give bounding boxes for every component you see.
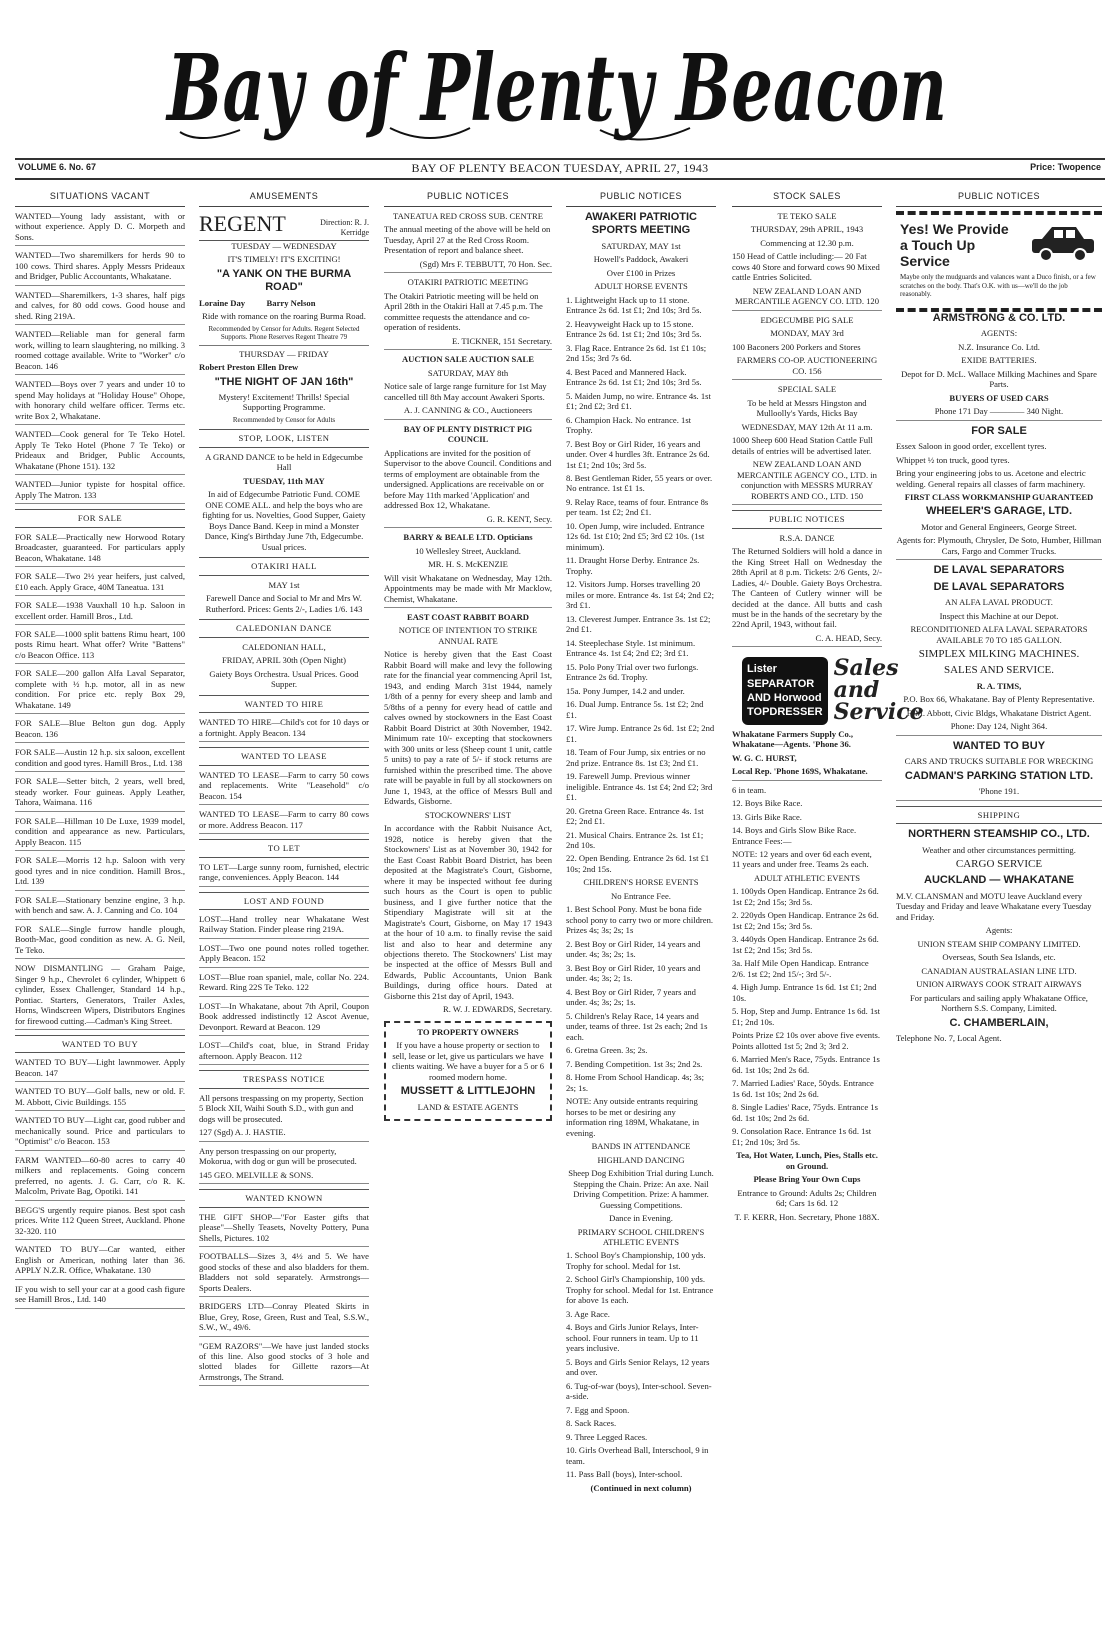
- sports-venue: Howell's Paddock, Awakeri: [593, 254, 689, 265]
- continued-note: (Continued in next column): [590, 1482, 692, 1493]
- event-item: 6. Married Men's Race, 75yds. Entrance 1s 6d. 1st 10s; 2nd 2s 6d.: [732, 1054, 880, 1075]
- event-item: 7. Married Ladies' Race, 50yds. Entrance 1s 6d. 1st 10s; 2nd 2s 6d.: [732, 1078, 874, 1099]
- column-public-notices-1: [384, 188, 552, 1624]
- classified-ad: FOOTBALLS—Sizes 3, 4½ and 5. We have good stocks of these and also bladders for them. Bladders not sold separately. Armstrongs—Sports Dealers.: [199, 1251, 369, 1297]
- caledonian-date: FRIDAY, APRIL 30th (Open Night): [221, 655, 347, 666]
- section-heading: SITUATIONS VACANT: [15, 188, 185, 207]
- special-sale-stock: 1000 Sheep 600 Head Station Cattle Full details of entries will be advertised later.: [732, 435, 873, 456]
- route: AUCKLAND — WHAKATANE: [924, 874, 1074, 887]
- film-title-2: "THE NIGHT OF JAN 16th": [214, 375, 354, 388]
- event-item: 6. Champion Hack. No entrance. 1st Trophy.: [566, 414, 692, 436]
- property-owners-ad: [384, 1021, 552, 1121]
- event-item: 22. Open Bending. Entrance 2s 6d. 1st £1 10s; 2nd 15s.: [566, 853, 710, 874]
- event-item: 3. Best Boy or Girl Rider, 10 years and under. 4s; 3s; 2; 1s.: [566, 962, 701, 984]
- wtb-heading: WANTED TO BUY: [952, 739, 1046, 752]
- entrance-note: NOTE: 12 years and over 6d each event, 11 years and under free. Teams 2s each.: [732, 848, 872, 870]
- agents-label: Agents:: [985, 925, 1013, 936]
- dance-heading: A GRAND DANCE to be held in Edgecumbe Hall: [205, 451, 363, 473]
- section-heading: PUBLIC NOTICES: [896, 188, 1102, 207]
- cadman-phone: 'Phone 191.: [896, 786, 1102, 800]
- edgecumbe-pig-title: EDGECUMBE PIG SALE: [760, 314, 854, 325]
- event-item: 11. Draught Horse Derby. Entrance 2s. Trophy.: [566, 555, 700, 576]
- event-item: 3a. Half Mile Open Handicap. Entrance 2/6. 1st £2; 2nd 15/-; 3rd 5/-.: [732, 958, 869, 979]
- section-heading: AMUSEMENTS: [199, 188, 369, 207]
- wheeler-motor: Motor and General Engineers, George Street.: [921, 521, 1077, 532]
- classified-ad: FOR SALE—Two 2½ year heifers, just calved, £10 each. Apply Grace, 40M Taneatua. 131: [15, 571, 185, 596]
- engineering: Bring your engineering jobs to us. Acetone and electric welding. General repairs all classes of farm machinery.: [896, 468, 1086, 489]
- continued-events: [732, 785, 882, 846]
- regent-days-2: THURSDAY — FRIDAY: [199, 345, 369, 359]
- classified-ad: IF you wish to sell your car at a good cash figure see Hamill Bros., Ltd. 140: [15, 1284, 185, 1309]
- film-cast-2: Robert Preston Ellen Drew: [199, 362, 299, 373]
- film-desc-1: Ride with romance on the roaring Burma Road.: [202, 311, 366, 322]
- event-item: 16. Dual Jump. Entrance 5s. 1st £2; 2nd £1.: [566, 699, 704, 720]
- event-item: 3. Flag Race. Entrance 2s 6d. 1st £1 10s; 2nd 15s; 3rd 7s 6d.: [566, 342, 707, 364]
- wheeler-garage: WHEELER'S GARAGE, LTD.: [925, 505, 1073, 518]
- patriotic-body: The Otakiri Patriotic meeting will be held on April 28th in the Otakiri Hall at 7.45 p.m. The committee requests the attendance and co-operation of residents.: [384, 290, 543, 333]
- event-item: 8. Best Gentleman Rider, 55 years or over. No entrance. 1st £1 1s.: [566, 472, 713, 494]
- children-horse-heading: CHILDREN'S HORSE EVENTS: [583, 877, 699, 888]
- property-firm: MUSSETT & LITTLEJOHN: [400, 1085, 536, 1098]
- event-item: 21. Musical Chairs. Entrance 2s. 1st £1; 2nd 10s.: [566, 829, 704, 850]
- otakiri-date: MAY 1st: [268, 579, 300, 590]
- classified-ad: FOR SALE—Stationary benzine engine, 3 h.p. with bench and saw. A. J. Canning and Co. 104: [15, 895, 185, 920]
- teteko-time: Commencing at 12.30 p.m.: [760, 237, 854, 248]
- hurst-name: W. G. C. HURST,: [732, 752, 797, 763]
- auction-title: AUCTION SALE AUCTION SALE: [401, 354, 535, 365]
- section-heading: SHIPPING: [896, 806, 1102, 824]
- classified-ad: WANTED TO BUY—Light car, good rubber and mechanically sound. Price and particulars to "Optimist" c/o Beacon. 153: [15, 1115, 185, 1150]
- section-heading: TRESPASS NOTICE: [199, 1070, 369, 1088]
- lease-ad-2: WANTED TO LEASE—Farm to carry 80 cows or more. Address Beacon. 117: [199, 809, 369, 834]
- patriotic-sig: E. TICKNER, 151 Secretary.: [384, 336, 552, 350]
- chamberlain: C. CHAMBERLAIN,: [949, 1016, 1049, 1029]
- classified-ad: LOST—In Whakatane, about 7th April, Coupon Book addressed indistinctly 12 Ascot Avenue, Devonport. Reward at Beacon. 129: [199, 1001, 369, 1036]
- cadman-parking: CADMAN'S PARKING STATION LTD.: [904, 769, 1094, 782]
- edgecumbe-body: 100 Baconers 200 Porkers and Stores: [732, 341, 861, 352]
- nzloan-2: NEW ZEALAND LOAN AND MERCANTILE AGENCY CO., LTD. in conjunction with MESSRS MURRAY ROBERTS AND CO., LTD. 150: [732, 459, 882, 505]
- touchup-body: Maybe only the mudguards and valances want a Duco finish, or a few scratches on the body. That's O.K. with us—we'll do the job reasonably.: [900, 273, 1096, 299]
- hire-ad: WANTED TO HIRE—Child's cot for 10 days or a fortnight. Apply Beacon. 134: [199, 717, 369, 742]
- event-item: 10. Girls Overhead Ball, Interschool, 9 in team.: [566, 1445, 709, 1466]
- classified-ad: WANTED—Junior typiste for hospital office. Apply The Matron. 133: [15, 479, 185, 504]
- event-item: 5. Boys and Girls Senior Relays, 12 years and over.: [566, 1356, 710, 1378]
- classified-ad: FOR SALE—Practically new Horwood Rotary Broadcaster, guaranteed. For particulars apply Beacon, Whakatane. 148: [15, 532, 185, 567]
- film-censor-1: Recommended by Censor for Adults. Regent Selected Supports. Phone Reserves Regent Theatre 79: [208, 324, 360, 342]
- section-heading: TO LET: [199, 839, 369, 857]
- section-heading: OTAKIRI HALL: [199, 557, 369, 575]
- property-firm-sub: LAND & ESTATE AGENTS: [417, 1101, 519, 1112]
- property-body: If you have a house property or section to sell, lease or let, give us particulars we have clients waiting. We have a buyer for a 5 or 6 roomed modern home.: [391, 1040, 545, 1082]
- classified-ad: BEGG'S urgently require pianos. Best spot cash prices. Write 112 Queen Street, Auckland. Phone 32-320. 110: [15, 1205, 185, 1240]
- used-cars: BUYERS OF USED CARS: [949, 392, 1049, 403]
- sales-and-service: SALES AND SERVICE.: [943, 664, 1055, 677]
- event-item: 14. Boys and Girls Slow Bike Race. Entrance Fees:—: [732, 825, 857, 846]
- mv-sailings: M.V. CLANSMAN and MOTU leave Auckland every Tuesday and Friday and leave Whakatane every Tuesday and Friday.: [896, 890, 1092, 922]
- event-item: Points Prize £2 10s over above five events. Points allotted 1st 5; 2nd 3; 3rd 2.: [732, 1030, 880, 1051]
- regent-theatre-name: REGENT: [199, 210, 286, 236]
- sports-note: NOTE: Any outside entrants requiring horses to be met or desiring any information ring 189M, Whakatane, in evening.: [566, 1096, 700, 1138]
- ads-for-sale: [15, 532, 185, 1030]
- exide: EXIDE BATTERIES.: [961, 355, 1037, 366]
- event-item: 11. Pass Ball (boys), Inter-school.: [566, 1469, 683, 1480]
- armstrong-name: ARMSTRONG & CO. LTD.: [932, 311, 1066, 324]
- classified-ad: FOR SALE—Hillman 10 De Luxe, 1939 model, condition and appearance as new. Particulars, Apply Beacon. 115: [15, 816, 185, 851]
- delaval-2: DE LAVAL SEPARATORS: [933, 580, 1065, 593]
- event-item: 9. Three Legged Races.: [566, 1431, 648, 1442]
- lost-found-list: [199, 914, 369, 1065]
- milking-depot: Depot for D. McL. Wallace Milking Machines and Spare Parts.: [901, 368, 1097, 390]
- classified-ad: FOR SALE—Austin 12 h.p. six saloon, excellent condition and good tyres. Hamill Bros., Ltd. 138: [15, 747, 185, 772]
- redcross-body: The annual meeting of the above will be held on Tuesday, April 27 at the Red Cross Room. Presentation of report and balance sheet.: [384, 224, 551, 256]
- classified-ad: LOST—Blue roan spaniel, male, collar No. 224. Reward. Ring 22S Te Teko. 122: [199, 972, 369, 997]
- section-heading: WANTED KNOWN: [199, 1189, 369, 1207]
- regent-director: Direction: R. J. Kerridge: [320, 218, 369, 238]
- classified-ad: WANTED—Cook general for Te Teko Hotel. Apply Te Teko Hotel (Phone 7 Te Teko) or Prideaux and Bridger, Public Accounts, Whakatane (Phone 151). 132: [15, 429, 185, 475]
- opticians-body: Will visit Whakatane on Wednesday, May 12th. Appointments may be made with Mr Macklow, Chemist, Whakatane.: [384, 573, 552, 608]
- highland-heading: HIGHLAND DANCING: [597, 1154, 685, 1165]
- classified-ad: WANTED TO BUY—Car wanted, either English or American, nothing later than 36. APPLY N.Z.R. Office, Whakatane. 130: [15, 1244, 185, 1279]
- otakiri-body: Farewell Dance and Social to Mr and Mrs W. Rutherford. Prices: Gents 2/-, Ladies 1/6. 143: [205, 593, 363, 614]
- teteko-body: 150 Head of Cattle including:— 20 Fat cows 40 Store and forward cows 90 Mixed cattle Entries Solicited.: [732, 251, 880, 283]
- trespass-2: Any person trespassing on our property, Mokorua, with dog or gun will be prosecuted.: [199, 1145, 357, 1167]
- film-censor-2: Recommended by Censor for Adults: [232, 415, 336, 424]
- union-steamship: UNION STEAM SHIP COMPANY LIMITED.: [917, 938, 1081, 949]
- rabbit-board-body: Notice is hereby given that the East Coast Rabbit Board will make and levy the following rate for the financial year commencing April 1st, 1943, and ending March 31st 1944, namely 1/8th of a penny for every sheep and lamb and 5/8ths of a penny for every head of cattle and calves owned by stockowners in the East Coast Rabbit Board District at 30th November, 1942. Minimum rate 10/- excepting that stockowners with 300 units or less (Sheep count 1 unit, cattle 5 units) to pay a rate of 5/- if stock returns are furnished within the prescribed time. The above rate will be payable in full by all stockowners on June 1, 1943, at the office of Messrs Bull and Edwards, Gisborne.: [384, 649, 552, 807]
- auction-body: Notice sale of large range furniture for 1st May cancelled till 8th May account Awakeri Sports.: [384, 381, 547, 402]
- teteko-sale-title: TE TEKO SALE: [777, 210, 837, 221]
- entrance-ground: Entrance to Ground: Adults 2s; Children 6d; Cars 1s 6d. 12: [737, 1187, 877, 1209]
- event-item: 1. School Boy's Championship, 100 yds. Trophy for school. Medal for 1st.: [566, 1250, 706, 1271]
- event-item: 4. Best Paced and Mannered Hack. Entrance 2s 6d. 1st £1; 2nd 10s; 3rd 5s.: [566, 366, 702, 388]
- rabbit-board-subtitle: NOTICE OF INTENTION TO STRIKE ANNUAL RATE: [398, 625, 538, 646]
- rsa-dance-sig: C. A. HEAD, Secy.: [732, 633, 882, 647]
- event-item: 1. Lightweight Hack up to 11 stone. Entrance 2s 6d. 1st £1; 2nd 10s; 3rd 5s.: [566, 294, 702, 316]
- event-item: 9. Consolation Race. Entrance 1s 6d. 1st £1; 2nd 10s; 3rd 5s.: [732, 1126, 872, 1147]
- northern-steamship: NORTHERN STEAMSHIP CO., LTD.: [908, 828, 1090, 841]
- overseas: Overseas, South Sea Islands, etc.: [942, 952, 1056, 963]
- event-item: 15. Polo Pony Trial over two furlongs. Entrance 2s 6d. Trophy.: [566, 661, 699, 683]
- opticians-address: 10 Wellesley Street, Auckland.: [415, 545, 521, 556]
- classified-ad: FOR SALE—Morris 12 h.p. Saloon with very good tyres and in nice condition. Hamill Bros., Ltd. 139: [15, 855, 185, 890]
- section-heading: STOCK SALES: [732, 188, 882, 207]
- edgecumbe-date: MONDAY, MAY 3rd: [770, 328, 844, 339]
- classified-ad: WANTED TO BUY—Golf balls, new or old. F. M. Abbott, Civic Buildings. 155: [15, 1086, 185, 1111]
- auction-date: SATURDAY, MAY 8th: [427, 367, 509, 378]
- weather: Weather and other circumstances permitting.: [922, 844, 1076, 855]
- caledonian-body: Gaiety Boys Orchestra. Usual Prices. Good Supper.: [209, 668, 359, 690]
- event-item: 15a. Pony Jumper, 14.2 and under.: [566, 685, 685, 696]
- tea-info: Tea, Hot Water, Lunch, Pies, Stalls etc. on Ground.: [736, 1150, 878, 1171]
- event-item: 1. Best School Pony. Must be bona fide school pony to carry two or more children. Prizes 4s; 3s; 2s; 1s: [566, 904, 714, 936]
- tims-body: P.O. Box 66, Whakatane. Bay of Plenty Representative.: [903, 694, 1095, 705]
- for-sale-heading: FOR SALE: [971, 424, 1027, 437]
- event-item: 7. Bending Competition. 1st 3s; 2nd 2s.: [566, 1058, 703, 1069]
- event-item: 3. Age Race.: [566, 1308, 610, 1319]
- masthead-blackletter: [0, 20, 1114, 150]
- fs-whippet: Whippet ½ ton truck, good tyres.: [896, 454, 1010, 465]
- abbott-phone: Phone: Day 124, Night 364.: [896, 721, 1102, 735]
- masthead-title: Bay of Plenty Beacon: [164, 34, 947, 142]
- ads-wanted-to-buy: [15, 1057, 185, 1308]
- wheeler-agents: Agents for: Plymouth, Chrysler, De Soto, Humber, Hillman Cars, Fargo and Commer Trucks.: [896, 535, 1102, 560]
- adult-athletic-heading: ADULT ATHLETIC EVENTS: [754, 872, 860, 883]
- event-item: 5. Maiden Jump, no wire. Entrance 4s. 1st £1; 2nd £2; 3rd £1.: [566, 390, 711, 412]
- bands-heading: BANDS IN ATTENDANCE: [591, 1141, 691, 1152]
- section-heading: CALEDONIAN DANCE: [199, 619, 369, 637]
- classified-ad: LOST—Child's coat, blue, in Strand Friday afternoon. Apply Beacon. 112: [199, 1040, 369, 1065]
- let-ad: TO LET—Large sunny room, furnished, electric range, conveniences. Apply Beacon. 144: [199, 862, 369, 887]
- event-item: 4. Boys and Girls Junior Relays, Inter-school. Four runners in team. Up to 11 years inclusive.: [566, 1322, 699, 1354]
- horse-events-list: [566, 295, 716, 875]
- classified-ad: FOR SALE—Blue Belton gun dog. Apply Beacon. 136: [15, 718, 185, 743]
- fares-info: For particulars and sailing apply Whakatane Office, Northern S.S. Company, Limited.: [910, 992, 1088, 1014]
- primary-events-list: [566, 1250, 716, 1479]
- workmanship: FIRST CLASS WORKMANSHIP GUARANTEED: [904, 491, 1094, 502]
- bring-cups: Please Bring Your Own Cups: [753, 1174, 861, 1185]
- primary-heading: PRIMARY SCHOOL CHILDREN'S ATHLETIC EVENTS: [577, 1226, 705, 1247]
- nzloan-1: NEW ZEALAND LOAN AND MERCANTILE AGENCY CO. LTD. 120: [732, 286, 882, 311]
- event-item: 7. Best Boy or Girl Rider, 16 years and under. Over 4 hurdles 3ft. Entrance 2s 6d. 1st £1; 2nd 10s; 3rd 5s.: [566, 438, 710, 470]
- classified-ad: LOST—Two one pound notes rolled together. Apply Beacon. 152: [199, 943, 369, 968]
- masthead: [0, 20, 1114, 150]
- alfa-laval: AN ALFA LAVAL PRODUCT.: [945, 597, 1053, 608]
- no-entrance: No Entrance Fee.: [611, 890, 671, 901]
- event-item: 19. Farewell Jump. Previous winner ineligible. Entrance 4s. 1st £4; 2nd £2; 3rd £1.: [566, 771, 713, 803]
- reconditioned: RECONDITIONED ALFA LAVAL SEPARATORS AVAILABLE 70 TO 185 GALLON.: [910, 624, 1088, 645]
- section-heading: PUBLIC NOTICES: [566, 188, 716, 207]
- event-item: 14. Steeplechase Style. 1st minimum. Entrance 4s. 1st £4; 2nd £2; 3rd £1.: [566, 637, 696, 659]
- wanted-known-list: [199, 1212, 369, 1387]
- rsa-dance-title: R.S.A. DANCE: [779, 532, 835, 543]
- classified-ad: WANTED TO BUY—Light lawnmower. Apply Beacon. 147: [15, 1057, 185, 1082]
- event-item: 2. Heavyweight Hack up to 15 stone. Entrance 2s 6d. 1st £1; 2nd 10s; 3rd 5s.: [566, 318, 702, 340]
- teteko-date: THURSDAY, 29th APRIL, 1943: [750, 224, 864, 235]
- event-item: 2. 220yds Open Handicap. Entrance 2s 6d. 1st £2; 2nd 15s; 3rd 5s.: [732, 910, 879, 931]
- stockowners-sig: R. W. J. EDWARDS, Secretary.: [442, 1004, 552, 1015]
- touchup-headline: Yes! We Provide a Touch Up Service: [900, 220, 1009, 270]
- nz-insurance: N.Z. Insurance Co. Ltd.: [958, 341, 1040, 352]
- section-heading: FOR SALE: [15, 509, 185, 527]
- hurst-rep: Local Rep. 'Phone 169S, Whakatane.: [732, 766, 882, 780]
- lister-ad: [732, 651, 924, 728]
- adult-horse-heading: ADULT HORSE EVENTS: [594, 281, 688, 292]
- event-item: 12. Visitors Jump. Horses travelling 20 miles or more. Entrance 4s. 1st £4; 2nd £2; 3rd £1.: [566, 579, 714, 611]
- section-heading: STOP, LOOK, LISTEN: [199, 429, 369, 447]
- column-public-notices-2: [896, 188, 1102, 1624]
- kerr-sig: T. F. KERR, Hon. Secretary, Phone 188X.: [734, 1211, 880, 1222]
- regent-tagline: IT'S TIMELY! IT'S EXCITING!: [227, 254, 341, 265]
- film-desc-2: Mystery! Excitement! Thrills! Special Supporting Programme.: [218, 391, 350, 413]
- classified-ad: WANTED—Young lady assistant, with or without experience. Apply D. C. Morpeth and Sons.: [15, 211, 185, 246]
- classified-ad: WANTED—Two sharemilkers for herds 90 to 100 cows. Third shares. Apply Messrs Prideaux and Bridger, Public Accountants, Whakatane.: [15, 250, 185, 285]
- classified-ad: FARM WANTED—60-80 acres to carry 40 milkers and replacements. Going concern preferred, no agents. J. G. Carr, c/o R. K. Malcolm, Private Bag, Opotiki. 141: [15, 1155, 185, 1201]
- trespass-1: All persons trespassing on my property, Section 5 Block XII, Waihi South S.D., with gun and dogs will be prosecuted.: [199, 1092, 364, 1124]
- event-item: 10. Open Jump, wire included. Entrance 12s 6d. 1st £10; 2nd £5; 3rd £2 10s. (1st minimum).: [566, 520, 705, 552]
- lister-logo: Lister SEPARATOR AND Horwood TOPDRESSER: [742, 657, 828, 724]
- fs-essex: Essex Saloon in good order, excellent tyres.: [896, 441, 1047, 452]
- special-sale-title: SPECIAL SALE: [777, 384, 837, 395]
- classified-ad: LOST—Hand trolley near Whakatane West Railway Station. Finder please ring 219A.: [199, 914, 369, 939]
- property-title: TO PROPERTY OWNERS: [417, 1026, 519, 1037]
- classified-ad: FOR SALE—Single furrow handle plough, Booth-Mac, good condition as new. A. G. Neil, Te Teko.: [15, 924, 185, 959]
- volume-number: VOLUME 6. No. 67: [18, 162, 97, 172]
- rsa-dance-body: The Returned Soldiers will hold a dance in the King Street Hall on Wednesday the 28th April at 8 p.m. Tickets: 2/6 Gents, 2/- Ladies, 4/- Double. Gaiety Boys Orchestra. The Canteen of Cutlery winner will be decided at the dance. All butts and cash must be in the hands of the secretary by the 22nd April, 1943, without fail.: [732, 546, 882, 630]
- classified-ad: BRIDGERS LTD—Conray Pleated Skirts in Blue, Grey, Rose, Green, Rust and Teal, S.S.W., S.W., W., 49/6.: [199, 1301, 369, 1336]
- issue-date: BAY OF PLENTY BEACON TUESDAY, APRIL 27, 1943: [411, 161, 709, 175]
- trespass-2-sig: 145 GEO. MELVILLE & SONS.: [199, 1170, 369, 1184]
- event-item: 6. Gretna Green. 3s; 2s.: [566, 1045, 648, 1056]
- classified-ad: FOR SALE—Setter bitch, 2 years, well bred, steady worker. Four guineas. Apply Leather, Tahora, Waimana. 116: [15, 776, 185, 811]
- dateline: [15, 158, 1105, 180]
- dance-body: In aid of Edgecumbe Patriotic Fund. COME ONE COME ALL. and help the boys who are fighting for us. Novelties, Good Supper, Gaiety Boys Dance Band. Keep in mind a Monster Dance, King's Birthday June 7th, Edgecumbe. Usual prices.: [202, 489, 366, 552]
- section-heading: PUBLIC NOTICES: [384, 188, 552, 207]
- column-amusements: [199, 188, 369, 1624]
- patriotic-title: OTAKIRI PATRIOTIC MEETING: [407, 277, 529, 288]
- lease-ad-1: WANTED TO LEASE—Farm to carry 50 cows and replacements. Write "Leasehold" c/o Beacon. 154: [199, 770, 369, 805]
- event-item: 17. Wire Jump. Entrance 2s 6d. 1st £2; 2nd £1.: [566, 723, 715, 744]
- section-heading: WANTED TO LEASE: [199, 747, 369, 765]
- film-title-1: "A YANK ON THE BURMA ROAD": [216, 267, 352, 294]
- event-item: 6. Tug-of-war (boys), Inter-school. Seven-a-side.: [566, 1380, 712, 1402]
- special-sale-body: To be held at Messrs Hingston and Mulloolly's Yards, Hicks Bay: [747, 397, 867, 419]
- section-heading: WANTED TO BUY: [15, 1035, 185, 1053]
- cargo-service: CARGO SERVICE: [955, 857, 1043, 870]
- classified-ad: FOR SALE—1000 split battens Rimu heart, 100 posts Rimu heart. What offer? Write "Battens" c/o Beacon Office. 113: [15, 629, 185, 664]
- simplex: SIMPLEX MILKING MACHINES.: [918, 648, 1080, 661]
- adult-athletic-list: [732, 886, 882, 1147]
- column-stock-sales: [732, 188, 924, 1624]
- sheepdog-info: Sheep Dog Exhibition Trial during Lunch. Stepping the Chain. Prize: An axe. Nail Driving Competition. Prize: A hammer. Guessing Competitions.: [568, 1168, 714, 1210]
- opticians-title: BARRY & BEALE LTD. Opticians: [403, 532, 533, 543]
- column-sports-meeting: [566, 188, 716, 1624]
- pig-council-body: Applications are invited for the position of Supervisor to the above Council. Conditions and terms of employment are obtainable from the undersigned. Applications are receivable on or before May 11th marked 'Application' and addressed Box 12, Whakatane.: [384, 447, 552, 511]
- event-item: 20. Gretna Green Race. Entrance 4s. 1st £2; 2nd £1.: [566, 805, 704, 827]
- classified-ad: WANTED—Reliable man for general farm work, willing to learn slaughtering, no milking. 3 roomed cottage available. Write to "Worker" c/o Beacon. 146: [15, 329, 185, 375]
- regent-days-1: TUESDAY — WEDNESDAY: [231, 240, 337, 251]
- ads-situations: [15, 211, 185, 504]
- event-item: 2. Best Boy or Girl Rider, 14 years and under. 4s; 3s; 2s; 1s.: [566, 938, 701, 960]
- children-events-list: [566, 904, 716, 1093]
- wrecking: CARS AND TRUCKS SUITABLE FOR WRECKING: [904, 756, 1094, 767]
- auction-sig: A. J. CANNING & CO., Auctioneers: [384, 405, 552, 419]
- delaval-1: DE LAVAL SEPARATORS: [933, 564, 1065, 577]
- column-situations: [15, 188, 185, 1624]
- optician-name: MR. H. S. McKENZIE: [428, 559, 508, 570]
- stockowners-body: In accordance with the Rabbit Nuisance Act, 1928, notice is hereby given that the Stockowners' List as at November 30, 1942 for the East Coast Rabbit Board District, has been deposited at the Magistrate's Court, Gisborne, where it may be inspected without fee during such hours as the Court is open to public business, and I give further notice that the Stipendiary Magistrate will sit at the Magistrate's Court, Gisborne, on May 17 1943 at the hour of 10 a.m. to finally revise the said list and also to hear and determine any objections thereto. The Stockowners' List may be inspected at the office of Messrs Bull and Edwards, Public Accountants, Union Bank Buildings, during office hours. Dated at Gisborne this 21st day of April, 1943.: [384, 823, 552, 1001]
- classified-ad: WANTED—Boys over 7 years and under 10 to spend May holidays at "Holiday House" Ohope, with honorary child welfare officer. Terms etc. write Box 2, Whakatane.: [15, 379, 185, 425]
- rabbit-board-title: EAST COAST RABBIT BOARD: [406, 611, 530, 622]
- farmers-coop: FARMERS CO-OP. AUCTIONEERING CO. 156: [732, 355, 882, 380]
- event-item: 3. 440yds Open Handicap. Entrance 2s 6d. 1st £2; 2nd 15s; 3rd 5s.: [732, 934, 879, 955]
- dance-evening: Dance in Evening.: [609, 1213, 673, 1224]
- sports-prizes: Over £100 in Prizes: [606, 267, 676, 278]
- event-item: 9. Relay Race, teams of four. Entrance 8s per team. 1st £2; 2nd £1.: [566, 496, 709, 518]
- pig-council-sig: G. R. KENT, Secy.: [384, 514, 552, 528]
- sports-title: AWAKERI PATRIOTIC SPORTS MEETING: [584, 210, 698, 237]
- armstrong-agents: AGENTS:: [980, 328, 1018, 339]
- event-item: 8. Sack Races.: [566, 1418, 617, 1429]
- section-heading: PUBLIC NOTICES: [732, 510, 882, 528]
- event-item: 5. Children's Relay Race, 14 years and under, teams of three. 1st 2s each; 2nd 1s each.: [566, 1010, 708, 1042]
- armstrong-phone: Phone 171 Day ———— 340 Night.: [896, 406, 1102, 420]
- classified-ad: WANTED—Sharemilkers, 1-3 shares, half pigs and calves, for 80 odd cows. Good house and shed. Ring 219A.: [15, 290, 185, 325]
- event-item: 12. Boys Bike Race.: [732, 798, 803, 809]
- stockowners-list-title: STOCKOWNERS' LIST: [424, 809, 512, 820]
- section-heading: WANTED TO HIRE: [199, 695, 369, 713]
- sports-date: SATURDAY, MAY 1st: [601, 240, 681, 251]
- event-item: 7. Egg and Spoon.: [566, 1404, 630, 1415]
- caledonian-hall: CALEDONIAN HALL,: [242, 641, 326, 652]
- telephone: Telephone No. 7, Local Agent.: [896, 1033, 1002, 1044]
- classified-ad: THE GIFT SHOP—"For Easter gifts that please"—Shelly Teasets, Novelty Pottery, Puna Shells, Pictures. 102: [199, 1212, 369, 1247]
- dance-date: TUESDAY, 11th MAY: [243, 475, 325, 486]
- event-item: 6 in team.: [732, 784, 767, 795]
- classified-ad: FOR SALE—1938 Vauxhall 10 h.p. Saloon in excellent order. Hamill Bros., Ltd.: [15, 600, 185, 625]
- canadian-line: CANADIAN AUSTRALASIAN LINE LTD.: [921, 965, 1077, 976]
- redcross-sig: (Sgd) Mrs F. TEBBUTT, 70 Hon. Sec.: [384, 259, 552, 273]
- event-item: 13. Girls Bike Race.: [732, 811, 802, 822]
- car-icon: [1028, 221, 1098, 265]
- pig-council-title: BAY OF PLENTY DISTRICT PIG COUNCIL: [403, 423, 533, 445]
- classified-ad: NOW DISMANTLING — Graham Paige, Singer 9 h.p., Chevrolet 6 cylinder, Whippett 6 cylinder, Essex Challenger, Standard 14 h.p., Pontiac. Starters, Generators, Trailer Axles, Horns, Windscreen Wipers, Distributors Engines for firewood cutting.—Cadman's King Street.: [15, 963, 185, 1030]
- event-item: 8. Home From School Handicap. 4s; 3s; 2s; 1s.: [566, 1072, 704, 1093]
- event-item: 2. School Girl's Championship, 100 yds. Trophy for school. Medal for 1st. Entrance for above 1s each.: [566, 1274, 714, 1306]
- section-heading: LOST AND FOUND: [199, 892, 369, 910]
- sales-service-script: Sales and Service: [833, 655, 924, 726]
- event-item: 8. Single Ladies' Race, 75yds. Entrance 1s 6d. 1st 10s; 2nd 2s 6d.: [732, 1102, 878, 1123]
- event-item: 13. Cleverest Jumper. Entrance 3s. 1st £2; 2nd £1.: [566, 613, 711, 635]
- event-item: 1. 100yds Open Handicap. Entrance 2s 6d. 1st £2; 2nd 15s; 3rd 5s.: [732, 886, 879, 907]
- redcross-title: TANEATUA RED CROSS SUB. CENTRE: [393, 210, 543, 221]
- touchup-ad: [896, 211, 1102, 312]
- union-airways: UNION AIRWAYS COOK STRAIT AIRWAYS: [916, 979, 1082, 990]
- inspect-machine: Inspect this Machine at our Depot.: [939, 610, 1059, 621]
- trespass-1-sig: 127 (Sgd) A. J. HASTIE.: [199, 1127, 369, 1141]
- classified-ad: FOR SALE—200 gallon Alfa Laval Separator, complete with ½ h.p. motor, all in as new condition. For price etc. reply Box 29, Whakatane. 149: [15, 668, 185, 714]
- tims-name: R. A. TIMS,: [976, 680, 1022, 691]
- wfs-agents: Whakatane Farmers Supply Co., Whakatane—Agents. 'Phone 36.: [732, 728, 854, 750]
- classified-ad: "GEM RAZORS"—We have just landed stocks of this line. Also good stocks of 3 hole and slotted blades for Gillette razors—At Armstrongs, The Strand.: [199, 1341, 369, 1387]
- event-item: 4. High Jump. Entrance 1s 6d. 1st £1; 2nd 10s.: [732, 982, 877, 1003]
- abbott-agent: F. M. Abbott, Civic Bldgs, Whakatane District Agent.: [906, 707, 1092, 718]
- event-item: 4. Best Boy or Girl Rider, 7 years and under. 4s; 3s; 2s; 1s.: [566, 986, 696, 1008]
- event-item: 18. Team of Four Jump, six entries or no 2nd prize. Entrance 8s. 1st £3; 2nd £1.: [566, 747, 706, 768]
- price: Price: Twopence: [1030, 162, 1101, 172]
- special-sale-date: WEDNESDAY, MAY 12th At 11 a.m.: [741, 421, 873, 432]
- film-cast-1: Loraine Day Barry Nelson: [199, 297, 316, 308]
- event-item: 5. Hop, Step and Jump. Entrance 1s 6d. 1st £1; 2nd 10s.: [732, 1006, 880, 1027]
